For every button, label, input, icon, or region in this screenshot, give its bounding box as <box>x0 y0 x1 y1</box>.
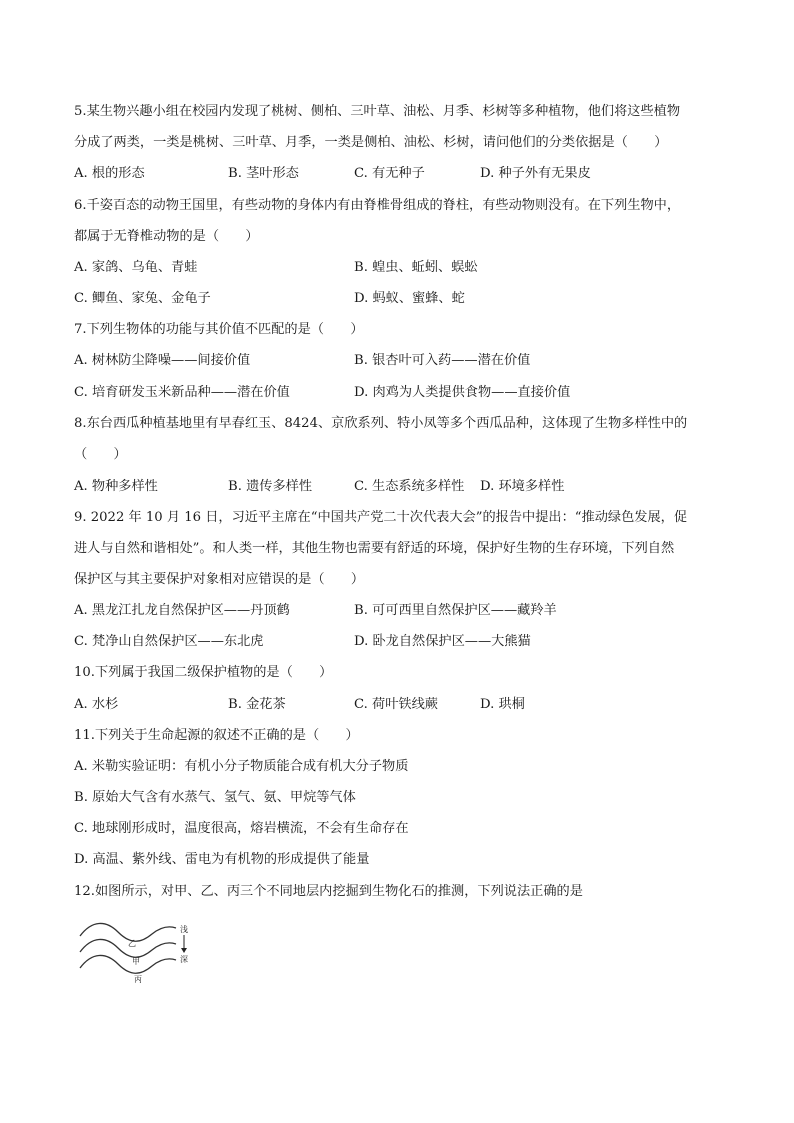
strata-figure <box>78 918 198 988</box>
q11-stem-line1: 11.下列关于生命起源的叙述不正确的是（ ） <box>74 728 359 743</box>
q6-option-c: C. 鲫鱼、家兔、金龟子 <box>74 291 211 306</box>
q11-option-a: A. 米勒实验证明：有机小分子物质能合成有机大分子物质 <box>74 759 409 774</box>
q5-stem-line2: 分成了两类，一类是桃树、三叶草、月季，一类是侧柏、油松、杉树，请问他们的分类依据是（ ） <box>74 135 668 150</box>
q7-option-a: A. 树林防尘降噪——间接价值 <box>74 353 251 368</box>
q5-option-a: A. 根的形态 <box>74 166 145 181</box>
q6-stem-line1: 6.千姿百态的动物王国里，有些动物的身体内有由脊椎骨组成的脊柱，有些动物则没有。在下列生物中， <box>74 198 681 213</box>
q9-option-b: B. 可可西里自然保护区——藏羚羊 <box>354 603 557 618</box>
depth-arrow-icon <box>181 948 187 953</box>
q7-option-c: C. 培育研发玉米新品种——潜在价值 <box>74 385 290 400</box>
q5-option-c: C. 有无种子 <box>354 166 425 181</box>
q8-stem-line2: （ ） <box>74 447 127 462</box>
q8-option-b: B. 遗传多样性 <box>228 479 313 494</box>
q9-option-c: C. 梵净山自然保护区——东北虎 <box>74 634 264 649</box>
q11-option-d: D. 高温、紫外线、雷电为有机物的形成提供了能量 <box>74 852 370 867</box>
q9-stem-line3: 保护区与其主要保护对象相对应错误的是（ ） <box>74 572 365 587</box>
q8-option-c: C. 生态系统多样性 <box>354 479 465 494</box>
q6-option-a: A. 家鸽、乌龟、青蛙 <box>74 260 198 275</box>
q9-option-d: D. 卧龙自然保护区——大熊猫 <box>354 634 531 649</box>
q5-stem-line1: 5.某生物兴趣小组在校园内发现了桃树、侧柏、三叶草、油松、月季、杉树等多种植物，他们将这些植物 <box>74 104 681 119</box>
layer-label-bing: 丙 <box>134 975 142 984</box>
q11-option-c: C. 地球刚形成时，温度很高，熔岩横流，不会有生命存在 <box>74 821 409 836</box>
q10-option-b: B. 金花茶 <box>228 697 286 712</box>
depth-label-deep: 深 <box>180 955 188 964</box>
q8-option-d: D. 环境多样性 <box>480 479 565 494</box>
q10-stem-line1: 10.下列属于我国二级保护植物的是（ ） <box>74 665 333 680</box>
depth-label-shallow: 浅 <box>180 925 188 934</box>
q10-option-a: A. 水杉 <box>74 697 119 712</box>
layer-label-yi: 乙 <box>128 939 136 948</box>
q9-stem-line2: 进人与自然和谐相处”。和人类一样，其他生物也需要有舒适的环境，保护好生物的生存环境，下列自然 <box>74 541 675 556</box>
layer-label-jia: 甲 <box>132 957 140 966</box>
q8-option-a: A. 物种多样性 <box>74 479 158 494</box>
q7-stem-line1: 7.下列生物体的功能与其价值不匹配的是（ ） <box>74 322 364 337</box>
strata-curve-bottom <box>80 955 176 973</box>
q12-stem-line1: 12.如图所示，对甲、乙、丙三个不同地层内挖掘到生物化石的推测，下列说法正确的是 <box>74 884 583 899</box>
q10-option-d: D. 珙桐 <box>480 697 525 712</box>
q10-option-c: C. 荷叶铁线蕨 <box>354 697 438 712</box>
q5-option-d: D. 种子外有无果皮 <box>480 166 591 181</box>
q5-option-b: B. 茎叶形态 <box>228 166 299 181</box>
q9-option-a: A. 黑龙江扎龙自然保护区——丹顶鹤 <box>74 603 290 618</box>
q6-option-d: D. 蚂蚁、蜜蜂、蛇 <box>354 291 465 306</box>
q6-stem-line2: 都属于无脊椎动物的是（ ） <box>74 229 259 244</box>
q11-option-b: B. 原始大气含有水蒸气、氢气、氨、甲烷等气体 <box>74 790 356 805</box>
q8-stem-line1: 8.东台西瓜种植基地里有早春红玉、8424、京欣系列、特小凤等多个西瓜品种，这体现了生物多样性中的 <box>74 416 688 431</box>
q6-option-b: B. 蝗虫、蚯蚓、蜈蚣 <box>354 260 478 275</box>
q7-option-d: D. 肉鸡为人类提供食物——直接价值 <box>354 385 571 400</box>
q7-option-b: B. 银杏叶可入药——潜在价值 <box>354 353 531 368</box>
q9-stem-line1: 9. 2022 年 10 月 16 日，习近平主席在“中国共产党二十次代表大会”的报告中提出：“推动绿色发展，促 <box>74 510 688 525</box>
